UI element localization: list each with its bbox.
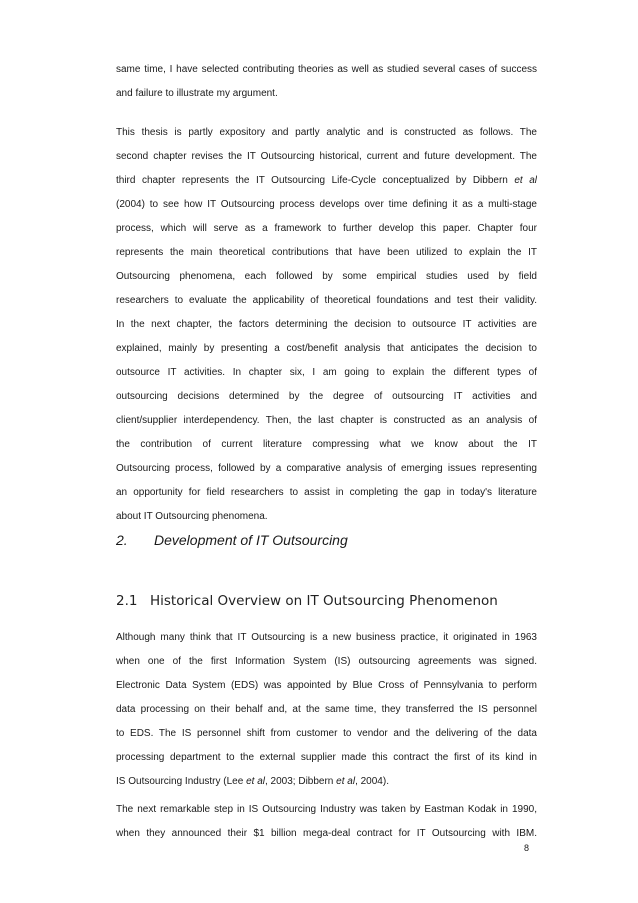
paragraph-intro-end: [116, 64, 537, 112]
section-heading: [116, 532, 348, 548]
text-line: IS Outsourcing Industry (Lee et al, 2003; Dibbern et al, 2004).: [116, 776, 389, 787]
paragraph-kodak: [116, 804, 537, 852]
text-line: third chapter represents the IT Outsourcing Life-Cycle conceptualized by Dibbern et al: [116, 175, 537, 186]
text-line: outsource IT activities. In chapter six, I am going to explain the different types of: [116, 367, 537, 378]
text-line: same time, I have selected contributing theories as well as studied several cases of success: [116, 64, 537, 75]
subsection-heading: [116, 593, 498, 609]
text-line: to EDS. The IS personnel shift from customer to vendor and the delivering of the data: [116, 728, 537, 739]
text-line: explained, mainly by presenting a cost/benefit analysis that anticipates the decision to: [116, 343, 537, 354]
text-line: Although many think that IT Outsourcing is a new business practice, it originated in 1963: [116, 632, 537, 643]
text-line: second chapter revises the IT Outsourcing historical, current and future development. The: [116, 151, 537, 162]
text-line: researchers to evaluate the applicability of theoretical foundations and test their validity.: [116, 295, 537, 306]
text-line: Outsourcing phenomena, each followed by some empirical studies used by field: [116, 271, 537, 282]
text-line: In the next chapter, the factors determining the decision to outsource IT activities are: [116, 319, 537, 330]
text-line: about IT Outsourcing phenomena.: [116, 511, 268, 522]
text-line: The next remarkable step in IS Outsourcing Industry was taken by Eastman Kodak in 1990,: [116, 804, 537, 815]
subsection-title: Historical Overview on IT Outsourcing Phenomenon: [150, 593, 498, 609]
text-line: and failure to illustrate my argument.: [116, 88, 278, 99]
text-line: This thesis is partly expository and partly analytic and is constructed as follows. The: [116, 127, 537, 138]
paragraph-thesis-structure: [116, 127, 537, 535]
text-line: an opportunity for field researchers to assist in completing the gap in today's literature: [116, 487, 537, 498]
text-line: the contribution of current literature compressing what we know about the IT: [116, 439, 537, 450]
text-line: data processing on their behalf and, at the same time, they transferred the IS personnel: [116, 704, 537, 715]
text-line: outsourcing decisions determined by the degree of outsourcing IT activities and: [116, 391, 537, 402]
text-line: when they announced their $1 billion mega-deal contract for IT Outsourcing with IBM.: [116, 828, 537, 839]
text-line: (2004) to see how IT Outsourcing process develops over time defining it as a multi-stage: [116, 199, 537, 210]
page-number: 8: [524, 843, 530, 853]
text-line: processing department to the external supplier made this contract the first of its kind in: [116, 752, 537, 763]
text-line: Outsourcing process, followed by a comparative analysis of emerging issues representing: [116, 463, 537, 474]
text-line: represents the main theoretical contributions that have been utilized to explain the IT: [116, 247, 537, 258]
text-line: Electronic Data System (EDS) was appointed by Blue Cross of Pennsylvania to perform: [116, 680, 537, 691]
section-title: Development of IT Outsourcing: [154, 532, 348, 548]
text-line: when one of the first Information System (IS) outsourcing agreements was signed.: [116, 656, 537, 667]
paragraph-history: [116, 632, 537, 800]
text-line: client/supplier interdependency. Then, the last chapter is constructed as an analysis of: [116, 415, 537, 426]
section-number: 2.: [116, 532, 128, 548]
text-line: process, which will serve as a framework to further develop this paper. Chapter four: [116, 223, 537, 234]
subsection-number: 2.1: [116, 593, 138, 609]
